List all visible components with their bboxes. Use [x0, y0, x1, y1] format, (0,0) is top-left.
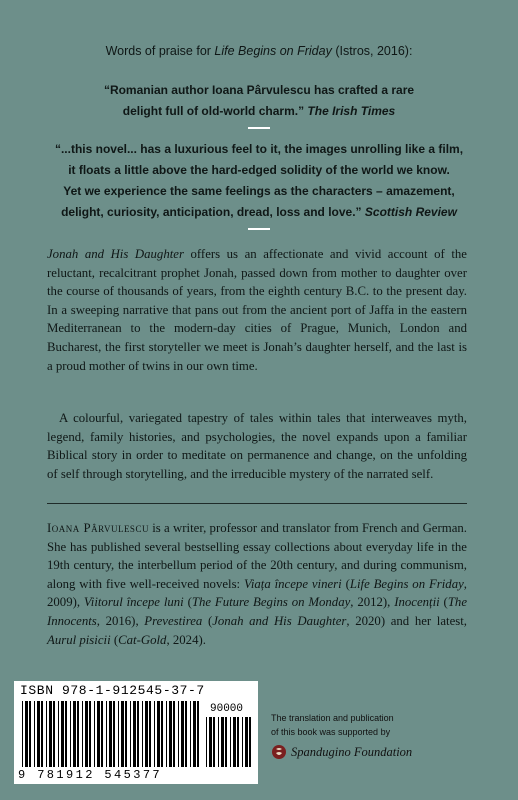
author-bio	[47, 519, 467, 649]
bio-text: (	[183, 595, 192, 610]
barcode-bar	[173, 701, 175, 767]
quote-line	[30, 202, 488, 223]
barcode-bar	[193, 701, 196, 767]
barcode-bar	[82, 701, 83, 767]
support-line: The translation and publication	[271, 713, 394, 723]
work-title: Viața începe vineri	[243, 576, 342, 591]
bio-text: is a writer, professor and translator from French and German. She has published several bestselling essay collections about everyday life in the 19th century, the interbellum period of the 20th century, and during communism, along with five well-received novels:	[47, 521, 467, 591]
quote-line	[30, 101, 488, 122]
bio-text: , 2024).	[166, 632, 206, 647]
bio-text: , 2016),	[96, 613, 145, 628]
quote-irish-times	[30, 80, 488, 122]
work-title: Viitorul începe luni	[83, 595, 184, 610]
price-code: 90000	[210, 703, 244, 715]
ean-barcode-bars	[22, 701, 202, 767]
barcode-bar	[237, 717, 239, 767]
quote-line: Yet we experience the same feelings as the characters – amazement,	[63, 184, 455, 198]
praise-intro-text: Words of praise for	[105, 44, 215, 58]
author-name: Ioana Pârvulescu	[47, 521, 149, 535]
barcode-bar	[106, 701, 107, 767]
barcode-bar	[113, 701, 115, 767]
barcode-bar	[101, 701, 103, 767]
barcode-bar	[157, 701, 160, 767]
barcode-bar	[181, 701, 184, 767]
price-barcode-bars	[206, 717, 252, 767]
book-title: Jonah and His Daughter	[47, 247, 184, 261]
barcode-bar	[29, 701, 31, 767]
barcode-bar	[97, 701, 100, 767]
praise-intro-title: Life Begins on Friday	[214, 44, 332, 58]
work-title-en: The Future Begins on Monday	[191, 595, 351, 610]
work-title-en: Cat-Gold	[118, 632, 167, 647]
work-title: Inocenții	[394, 595, 440, 610]
work-title-en: The Innocents	[47, 595, 468, 628]
barcode-bar	[125, 701, 127, 767]
barcode-bar	[77, 701, 79, 767]
praise-intro	[0, 44, 518, 58]
barcode-bar	[209, 717, 212, 767]
quote-divider	[248, 228, 270, 230]
quote-line-text: delight full of old-world charm.”	[122, 104, 308, 118]
barcode-bar	[41, 701, 43, 767]
barcode-bar	[89, 701, 91, 767]
barcode-bar	[133, 701, 136, 767]
barcode-bar	[22, 701, 23, 767]
quote-line: “...this novel... has a luxurious feel to it, the images unrolling like a film,	[54, 142, 464, 156]
barcode-bar	[61, 701, 64, 767]
barcode-bar	[53, 701, 55, 767]
blurb-paragraph-1	[47, 245, 467, 375]
barcode-bar	[118, 701, 119, 767]
barcode-bar	[166, 701, 167, 767]
quote-line-text: delight, curiosity, anticipation, dread, loss and love.”	[61, 205, 365, 219]
ean-digits: 9 781912 545377	[18, 768, 163, 782]
foundation-name: Spandugino Foundation	[291, 744, 413, 759]
quote-line: “Romanian author Ioana Pârvulescu has crafted a rare	[103, 83, 415, 97]
barcode-bar	[145, 701, 148, 767]
quote-divider	[248, 127, 270, 129]
barcode-bar	[65, 701, 67, 767]
barcode-bar	[73, 701, 76, 767]
barcode-bar	[154, 701, 155, 767]
work-title: Aurul pisicii	[47, 632, 111, 647]
barcode-bar	[225, 717, 227, 767]
bio-text: , 2020) and her latest,	[346, 613, 467, 628]
barcode-bar	[161, 701, 163, 767]
barcode-bar	[249, 717, 251, 767]
work-title: Prevestirea	[144, 613, 203, 628]
barcode-bar	[130, 701, 131, 767]
bio-text: (	[202, 613, 213, 628]
barcode-bar	[190, 701, 191, 767]
quote-source: Scottish Review	[364, 205, 457, 219]
barcode-bar	[85, 701, 88, 767]
quote-line: it floats a little above the hard-edged solidity of the world we know.	[68, 163, 450, 177]
barcode-bar	[34, 701, 35, 767]
barcode-bar	[94, 701, 95, 767]
barcode-bar	[121, 701, 124, 767]
work-title-en: Jonah and His Daughter	[212, 613, 347, 628]
barcode-bar	[185, 701, 187, 767]
bio-text: (	[341, 576, 350, 591]
barcode-bar	[25, 701, 28, 767]
blurb-paragraph-2	[47, 409, 467, 483]
barcode-bar	[218, 717, 219, 767]
blurb-text: A colourful, variegated tapestry of tales within tales that interweaves myth, legend, family histories, and psychologies, the novel expands upon a familiar Biblical story in order to meditate on permanence and change, on the unfolding of self through storytelling, and the irreducible mystery of the narrated self.	[47, 411, 467, 481]
barcode-bar	[169, 701, 172, 767]
barcode-bar	[46, 701, 47, 767]
barcode-bar	[221, 717, 224, 767]
foundation-emblem-icon	[271, 744, 287, 760]
barcode-bar	[137, 701, 139, 767]
barcode-bar	[149, 701, 151, 767]
barcode-bar	[70, 701, 71, 767]
work-title-en: Life Begins on Friday	[349, 576, 464, 591]
quote-scottish-review	[30, 139, 488, 223]
barcode-bar	[242, 717, 243, 767]
praise-intro-suffix: (Istros, 2016):	[331, 44, 413, 58]
foundation-logo	[271, 744, 412, 760]
bio-text: , 2009),	[47, 576, 467, 610]
barcode-bar	[245, 717, 248, 767]
barcode-bar	[58, 701, 59, 767]
quote-source: The Irish Times	[307, 104, 396, 118]
section-divider	[47, 503, 467, 504]
bio-text: , 2012),	[350, 595, 395, 610]
barcode-bar	[230, 717, 231, 767]
barcode-bar	[213, 717, 215, 767]
barcode-bar	[49, 701, 52, 767]
barcode-bar	[197, 701, 199, 767]
barcode-bar	[142, 701, 143, 767]
barcode-bar	[37, 701, 40, 767]
isbn-text: ISBN 978-1-912545-37-7	[20, 683, 205, 698]
bio-text: (	[110, 632, 119, 647]
barcode-bar	[109, 701, 112, 767]
barcode-bar	[233, 717, 236, 767]
bio-text: (	[439, 595, 448, 610]
support-line: of this book was supported by	[271, 727, 391, 737]
blurb-text: offers us an affectionate and vivid account of the reluctant, recalcitrant prophet Jonah, passed down from mother to daughter over the course of thousands of years, from the eighth century B.C. to the present day. In a sweeping narrative that pans out from the ancient port of Jaffa in the eastern Mediterranean to the modern-day cities of Prague, Munich, London and Bucharest, the first storyteller we meet is Jonah’s daughter herself, and the last is a proud mother of twins in our own time.	[47, 247, 467, 373]
support-note	[271, 711, 501, 739]
barcode-bar	[206, 717, 207, 767]
isbn-barcode	[14, 681, 258, 784]
barcode-bar	[178, 701, 179, 767]
